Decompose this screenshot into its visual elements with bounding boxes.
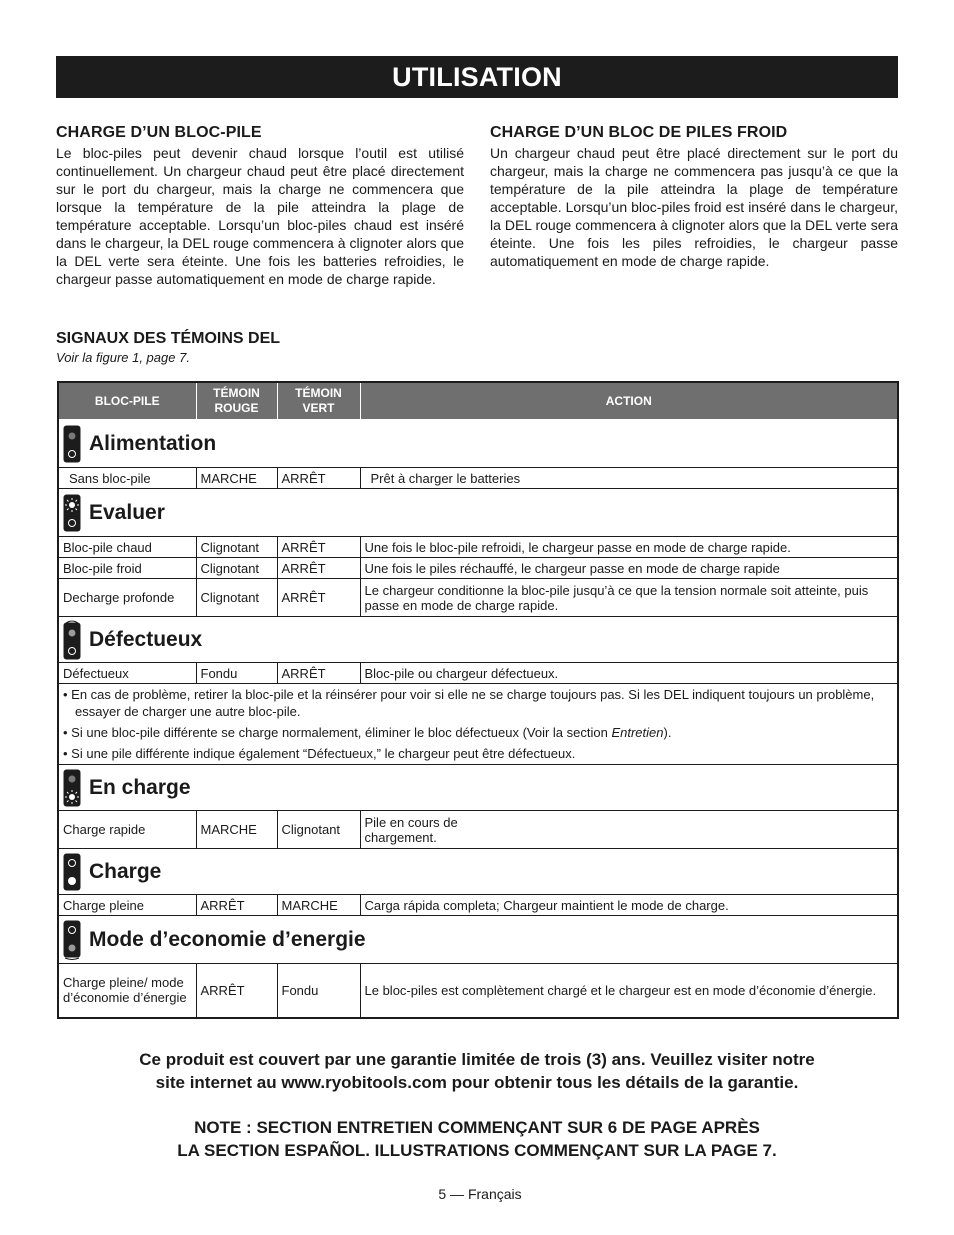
warranty-line: Ce produit est couvert par une garantie limitée de trois (3) ans. Veuillez visiter notre (139, 1050, 815, 1069)
cell-bloc-pile: Défectueux (58, 663, 196, 684)
header-temoin-vert: TÉMOIN VERT (277, 382, 360, 420)
figure-reference: Voir la figure 1, page 7. (56, 350, 190, 365)
cell-vert: ARRÊT (277, 663, 360, 684)
cell-bloc-pile: Sans bloc-pile (58, 468, 196, 489)
section-body: Le bloc-piles peut devenir chaud lorsque l’outil est utilisé continuellement. Un chargeur chaud peut être placé directement sur le port du chargeur, mais la charge ne commencera que lorsque la température de la pile atteindra la plage de température acceptable. Lorsqu’un bloc-piles chaud est inséré dans le chargeur, la DEL rouge commencera à clignoter alors que la DEL verte sera éteinte. Une fois les batteries refroidies, le chargeur passe automatiquement en mode de charge rapide. (56, 145, 464, 287)
note-item: • Si une bloc-pile différente se charge normalement, éliminer le bloc défectueux (Voir la section Entretien). (63, 725, 672, 740)
signals-header (56, 330, 280, 365)
table-row (58, 663, 898, 684)
section-row-evaluer (58, 489, 898, 537)
table-header-row (58, 382, 898, 420)
section-title: En charge (89, 775, 191, 799)
cell-vert: ARRÊT (277, 468, 360, 489)
header-action: ACTION (360, 382, 898, 420)
led-signal-table (57, 381, 899, 1019)
cell-bloc-pile: Charge pleine (58, 895, 196, 916)
cell-bloc-pile: Bloc-pile froid (58, 558, 196, 579)
cell-rouge: Clignotant (196, 579, 277, 617)
section-heading: CHARGE D’UN BLOC-PILE (56, 124, 262, 141)
table-row (58, 579, 898, 617)
cell-action: Une fois le piles réchauffé, le chargeur passe en mode de charge rapide (360, 558, 898, 579)
section-title: Défectueux (89, 627, 203, 651)
signals-heading: SIGNAUX DES TÉMOINS DEL (56, 330, 281, 347)
table-row (58, 964, 898, 1018)
section-row-defectueux (58, 617, 898, 663)
section-title: Evaluer (89, 500, 165, 524)
maintenance-note (56, 1116, 898, 1162)
section-body: Un chargeur chaud peut être placé directement sur le port du chargeur, mais la charge ne commencera pas jusqu’à ce que la température de la pile atteindra la plage de température acceptable. Lorsqu’un bloc-piles froid est inséré dans le chargeur, la DEL rouge commencera à clignoter alors que la DEL verte sera éteinte. Une fois les piles refroidies, le chargeur passe automatiquement en mode de charge rapide. (490, 145, 898, 269)
note-line: NOTE : SECTION ENTRETIEN COMMENÇANT SUR 6 DE PAGE APRÈS (194, 1118, 760, 1137)
section-heading: CHARGE D’UN BLOC DE PILES FROID (490, 124, 788, 141)
cell-vert: ARRÊT (277, 537, 360, 558)
cell-action: Le bloc-piles est complètement chargé et le chargeur est en mode d’économie d’énergie. (360, 964, 898, 1018)
warranty-line: site internet au www.ryobitools.com pour obtenir tous les détails de la garantie. (155, 1073, 799, 1092)
cell-bloc-pile: Bloc-pile chaud (58, 537, 196, 558)
section-row-charge (58, 849, 898, 895)
table-row (58, 468, 898, 489)
cell-action: Le chargeur conditionne la bloc-pile jusqu’à ce que la tension normale soit atteinte, puis passe en mode de charge rapide. (360, 579, 898, 617)
header-bloc-pile: BLOC-PILE (58, 382, 196, 420)
table-row (58, 537, 898, 558)
cell-bloc-pile: Charge rapide (58, 811, 196, 849)
cell-rouge: Clignotant (196, 558, 277, 579)
cell-action: Bloc-pile ou chargeur défectueux. (360, 663, 898, 684)
cell-vert: MARCHE (277, 895, 360, 916)
cell-vert: Clignotant (277, 811, 360, 849)
cell-action: Une fois le bloc-pile refroidi, le chargeur passe en mode de charge rapide. (360, 537, 898, 558)
cell-rouge: ARRÊT (196, 964, 277, 1018)
cell-action: Pile en cours de chargement. (360, 811, 898, 849)
led-green-on-icon (63, 853, 81, 891)
notes-row (58, 684, 898, 765)
led-red-on-icon (63, 425, 81, 463)
cell-rouge: Clignotant (196, 537, 277, 558)
cell-vert: ARRÊT (277, 579, 360, 617)
cell-rouge: Fondu (196, 663, 277, 684)
cell-bloc-pile: Charge pleine/ mode d’économie d’énergie (58, 964, 196, 1018)
note-item: • En cas de problème, retirer la bloc-pile et la réinsérer pour voir si elle ne se charge toujours pas. Si les DEL indiquent toujours un problème, essayer de charger une autre bloc-pile. (63, 687, 875, 719)
section-row-alimentation (58, 420, 898, 468)
cell-rouge: MARCHE (196, 811, 277, 849)
section-title: Charge (89, 859, 162, 883)
cell-rouge: ARRÊT (196, 895, 277, 916)
cell-action: Prêt à charger le batteries (360, 468, 898, 489)
header-temoin-rouge: TÉMOIN ROUGE (196, 382, 277, 420)
cell-vert: Fondu (277, 964, 360, 1018)
notes-list (63, 686, 893, 762)
led-green-fading-icon (63, 920, 81, 960)
section-charge-bloc-pile (56, 124, 464, 288)
page-footer: 5 — Français (438, 1186, 522, 1202)
table-row (58, 558, 898, 579)
section-row-economie (58, 916, 898, 964)
page-title: UTILISATION (56, 56, 898, 98)
section-row-en-charge (58, 765, 898, 811)
table-row (58, 895, 898, 916)
cell-bloc-pile: Decharge profonde (58, 579, 196, 617)
note-item: • Si une pile différente indique également “Défectueux,” le chargeur peut être défectueux. (63, 746, 576, 761)
table-row (58, 811, 898, 849)
cell-action: Carga rápida completa; Chargeur maintient le mode de charge. (360, 895, 898, 916)
cell-vert: ARRÊT (277, 558, 360, 579)
warranty-notice (56, 1048, 898, 1094)
led-red-flashing-icon (63, 494, 81, 532)
section-title: Alimentation (89, 431, 217, 455)
cell-rouge: MARCHE (196, 468, 277, 489)
section-title: Mode d’economie d’energie (89, 927, 366, 951)
led-red-fading-icon (63, 620, 81, 660)
section-charge-bloc-froid (490, 124, 898, 270)
led-green-flashing-icon (63, 769, 81, 807)
note-line: LA SECTION ESPAÑOL. ILLUSTRATIONS COMMENÇANT SUR LA PAGE 7. (177, 1141, 777, 1160)
